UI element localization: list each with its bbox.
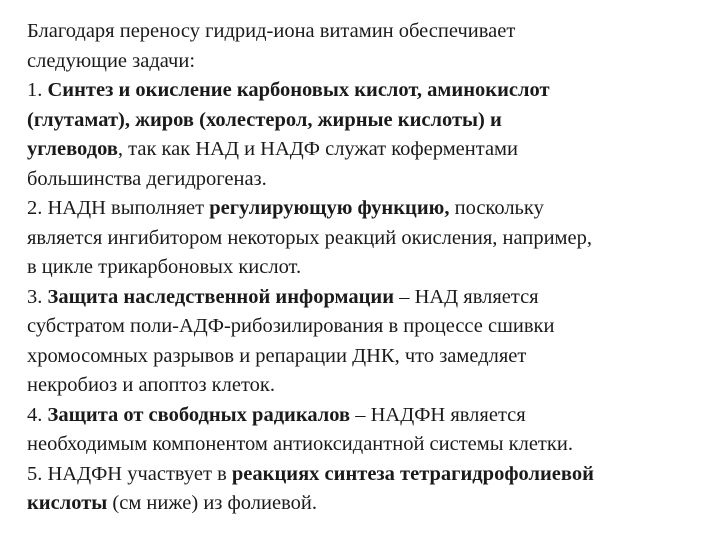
bold-run: углеводов xyxy=(27,138,118,160)
text-run: хромосомных разрывов и репарации ДНК, что замедляет xyxy=(27,344,527,367)
bold-run: кислоты xyxy=(27,492,108,514)
text-line xyxy=(27,342,707,372)
text-run: (см ниже) из фолиевой. xyxy=(107,492,317,514)
text-run: 2. НАДН выполняет xyxy=(27,197,210,219)
text-run: некробиоз и апоптоз клеток. xyxy=(27,374,275,396)
text-line xyxy=(27,76,707,106)
text-line xyxy=(27,47,707,77)
text-run: следующие задачи: xyxy=(27,49,196,72)
text-line xyxy=(27,194,707,224)
text-line xyxy=(27,283,707,313)
text-line xyxy=(27,312,707,342)
text-run: 3. xyxy=(27,285,48,308)
text-line xyxy=(27,135,707,165)
text-run: – НАДФН является xyxy=(350,403,526,426)
bold-run: Синтез и окисление карбоновых кислот, аминокислот xyxy=(47,79,550,101)
bold-run: Защита наследственной информации xyxy=(47,285,395,308)
text-run: 5. НАДФН участвует в xyxy=(27,462,232,485)
text-block xyxy=(27,17,707,519)
bold-run: реакциях синтеза тетрагидрофолиевой xyxy=(231,462,594,485)
text-run: Благодаря переносу гидрид-иона витамин обеспечивает xyxy=(27,20,516,42)
text-line xyxy=(27,371,707,401)
text-line xyxy=(27,165,707,195)
text-run: субстратом поли-АДФ-рибозилирования в процессе сшивки xyxy=(27,315,555,337)
text-run: является ингибитором некоторых реакций окисления, например, xyxy=(27,226,592,249)
text-line xyxy=(27,430,707,460)
text-line xyxy=(27,106,707,136)
text-run: – НАД является xyxy=(394,285,539,308)
text-line xyxy=(27,224,707,254)
text-run: 1. xyxy=(27,79,48,101)
bold-run: регулирующую функцию, xyxy=(209,197,450,219)
text-line xyxy=(27,401,707,431)
text-line xyxy=(27,489,707,519)
text-line xyxy=(27,460,707,490)
text-run: , так как НАД и НАДФ служат коферментами xyxy=(117,138,519,160)
text-run: 4. xyxy=(27,403,48,426)
bold-run: (глутамат), жиров (холестерол, жирные кислоты) и xyxy=(27,108,502,131)
text-run: большинства дегидрогеназ. xyxy=(27,167,267,190)
bold-run: Защита от свободных радикалов xyxy=(47,403,351,426)
text-run: поскольку xyxy=(449,197,544,219)
text-run: необходимым компонентом антиоксидантной системы клетки. xyxy=(27,433,573,455)
text-run: в цикле трикарбоновых кислот. xyxy=(27,256,302,278)
text-line xyxy=(27,17,707,47)
text-line xyxy=(27,253,707,283)
